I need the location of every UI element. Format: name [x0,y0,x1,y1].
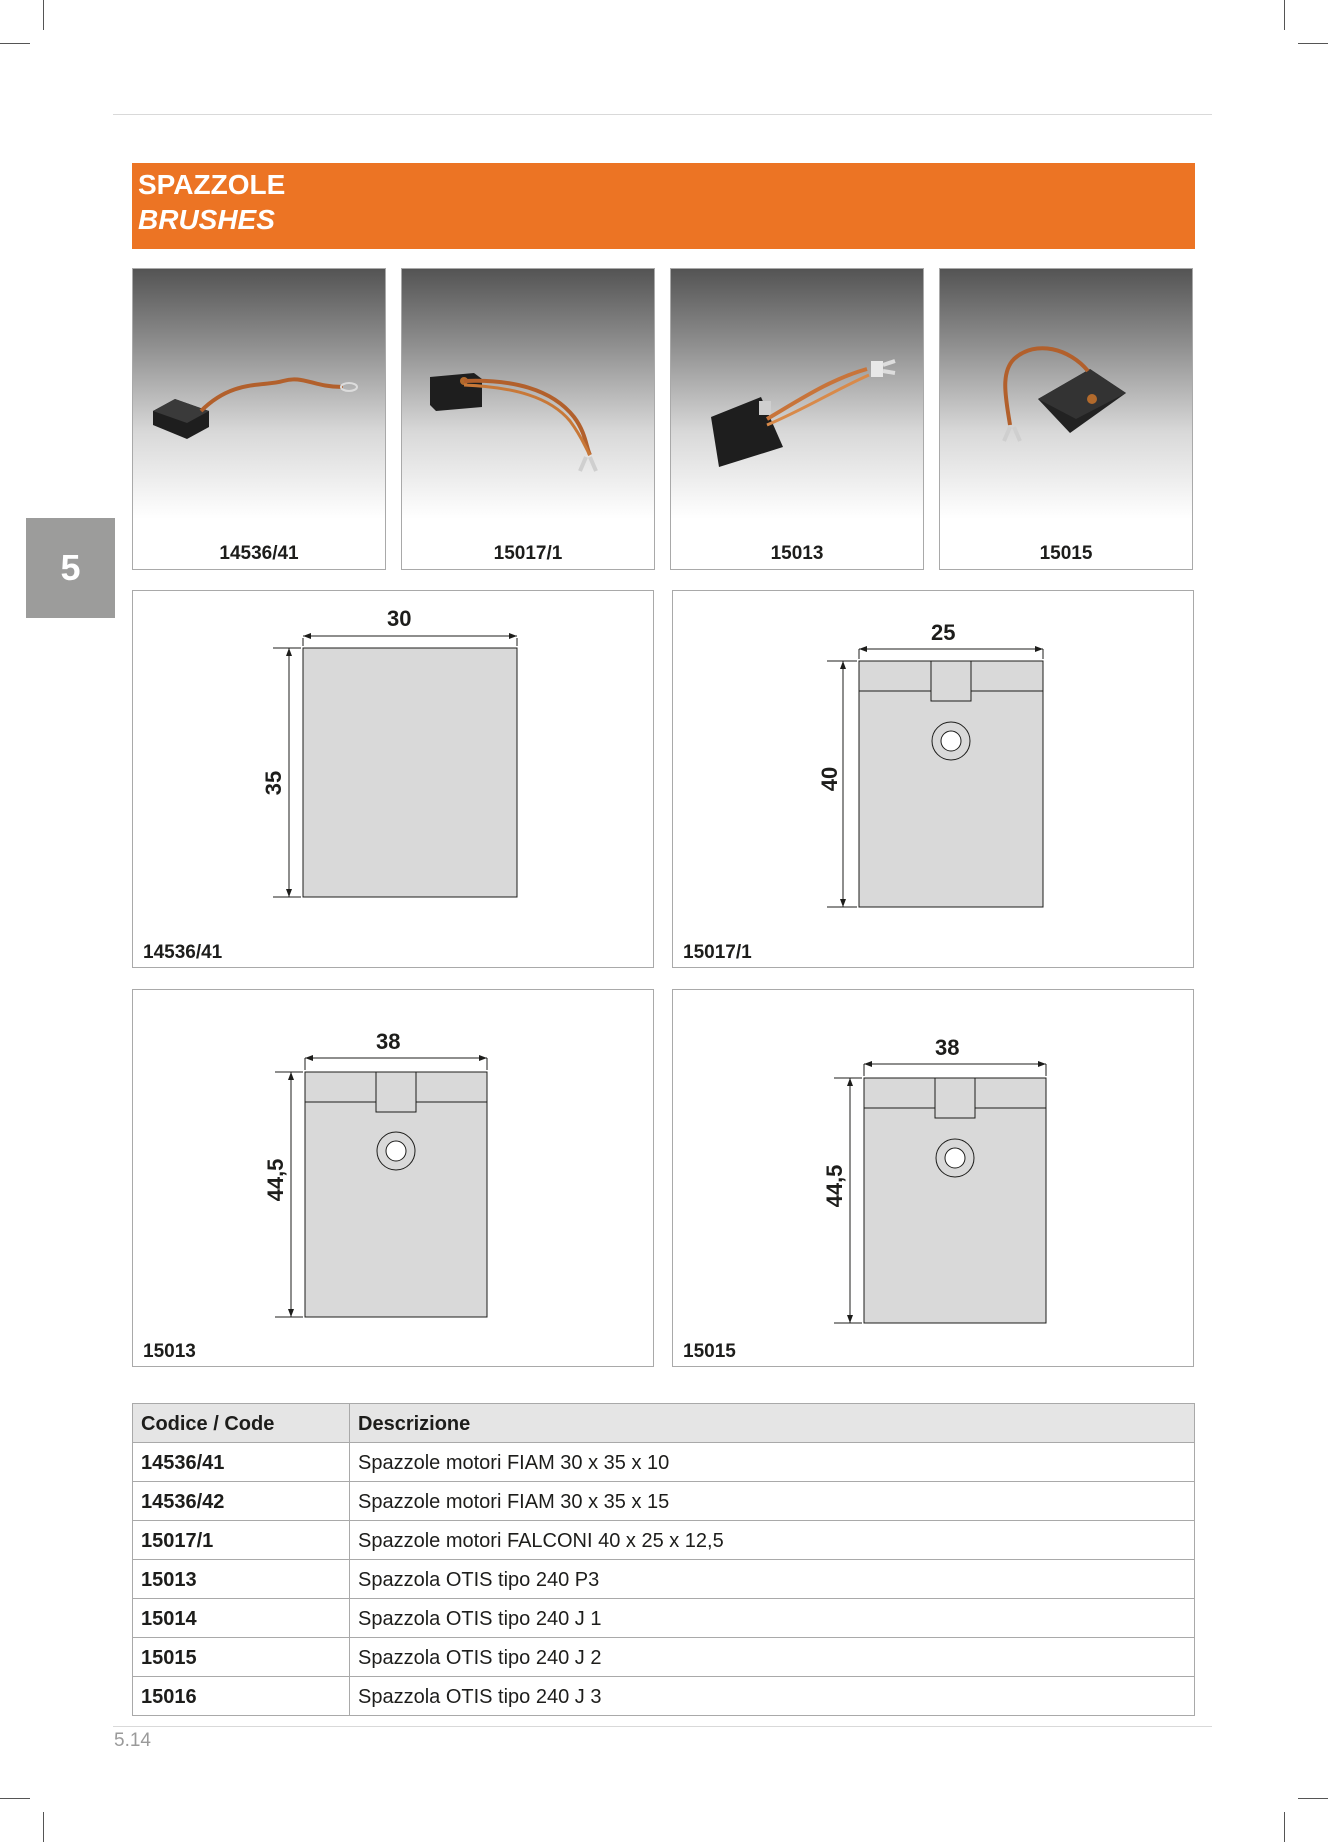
table-header-row [133,1404,1195,1443]
crop-mark [1298,43,1328,44]
product-photo-card [401,268,655,570]
dimension-drawing [132,590,654,968]
product-code-table [132,1403,1195,1716]
brush-with-fork-terminal-photo-icon [940,269,1193,570]
brush-outline-drawing [673,990,1195,1368]
column-header-description: Descrizione [350,1404,1195,1443]
crop-mark [43,1812,44,1842]
drawing-code: 15013 [143,1341,196,1362]
table-row [133,1560,1195,1599]
description-cell: Spazzole motori FALCONI 40 x 25 x 12,5 [350,1521,1195,1560]
brush-outline-drawing [673,591,1195,969]
column-header-code: Codice / Code [133,1404,350,1443]
photo-caption: 15013 [770,543,824,564]
table-row [133,1443,1195,1482]
height-label: 44,5 [822,1164,847,1208]
section-title: SPAZZOLE [138,169,286,200]
dimension-drawing [132,989,654,1367]
photo-caption: 15017/1 [493,543,563,564]
bottom-rule [113,1726,1212,1727]
drawing-code: 15015 [683,1341,736,1362]
dimension-drawing [672,989,1194,1367]
width-label: 38 [376,1029,401,1054]
product-photo-card [939,268,1193,570]
brush-with-fork-terminal-photo-icon [402,269,655,570]
table-row [133,1482,1195,1521]
description-cell: Spazzole motori FIAM 30 x 35 x 15 [350,1482,1195,1521]
code-cell: 15014 [133,1599,350,1638]
drawing-code: 14536/41 [143,942,223,963]
table-row [133,1677,1195,1716]
crop-mark [1298,1798,1328,1799]
code-cell: 15013 [133,1560,350,1599]
crop-mark [43,0,44,30]
crop-mark [1284,0,1285,30]
code-cell: 14536/42 [133,1482,350,1521]
crop-mark [0,43,30,44]
photo-caption: 15015 [1039,543,1093,564]
description-cell: Spazzola OTIS tipo 240 J 3 [350,1677,1195,1716]
description-cell: Spazzola OTIS tipo 240 J 1 [350,1599,1195,1638]
code-cell: 15016 [133,1677,350,1716]
description-cell: Spazzola OTIS tipo 240 P3 [350,1560,1195,1599]
brush-outline-drawing [133,591,655,969]
brush-with-eyelet-photo-icon [133,269,386,570]
width-label: 25 [931,620,956,645]
table-row [133,1599,1195,1638]
table-row [133,1521,1195,1560]
code-cell: 15017/1 [133,1521,350,1560]
brush-outline-drawing [133,990,655,1368]
product-photo-card [670,268,924,570]
code-cell: 14536/41 [133,1443,350,1482]
height-label: 35 [261,770,286,796]
code-cell: 15015 [133,1638,350,1677]
description-cell: Spazzole motori FIAM 30 x 35 x 10 [350,1443,1195,1482]
description-cell: Spazzola OTIS tipo 240 J 2 [350,1638,1195,1677]
crop-mark [0,1798,30,1799]
crop-mark [1284,1812,1285,1842]
page-number: 5.14 [114,1730,151,1751]
drawing-code: 15017/1 [683,942,752,963]
height-label: 44,5 [263,1158,288,1202]
table-row [133,1638,1195,1677]
section-subtitle: BRUSHES [138,204,275,235]
dimension-drawing [672,590,1194,968]
section-header [132,163,1195,249]
photo-caption: 14536/41 [219,543,299,564]
width-label: 30 [387,606,412,631]
height-label: 40 [817,766,842,792]
product-photo-card [132,268,386,570]
top-rule [113,114,1212,115]
brush-with-fork-terminal-photo-icon [671,269,924,570]
width-label: 38 [935,1035,960,1060]
chapter-tab: 5 [26,518,115,618]
